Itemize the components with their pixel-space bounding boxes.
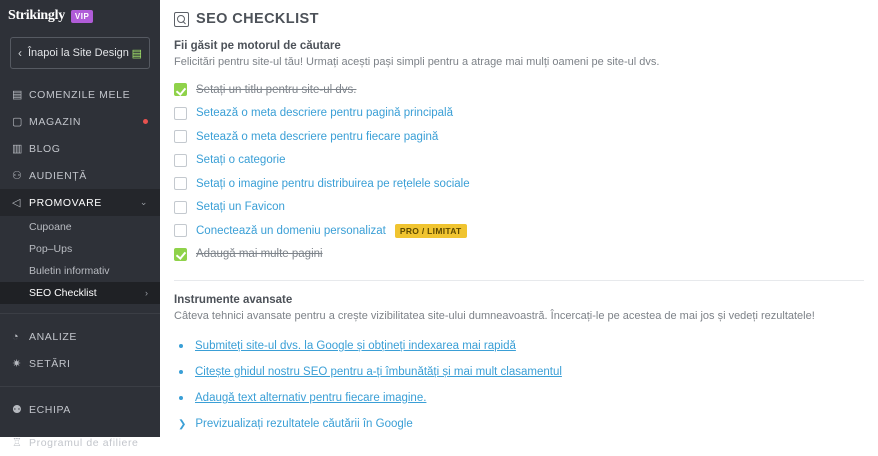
chevron-left-icon: ‹: [18, 46, 22, 60]
checklist-item-label[interactable]: Conectează un domeniu personalizat: [196, 224, 386, 237]
sidebar-item-echipa[interactable]: [0, 396, 160, 423]
checkbox-checked-icon[interactable]: [174, 248, 187, 261]
sidebar-item-label: MAGAZIN: [29, 115, 82, 128]
basic-section-subheading: Felicitări pentru site-ul tău! Urmați acești pași simpli pentru a atrage mai mulți oameni pe site-ul dvs.: [174, 56, 660, 68]
sidebar-item-label: ANALIZE: [29, 330, 77, 343]
back-to-site-design-button[interactable]: [10, 37, 150, 69]
sidebar-item-label: Programul de afiliere: [29, 436, 139, 449]
store-icon: ▢: [12, 116, 23, 128]
logo-text: Strikingly: [8, 8, 65, 23]
sidebar-item-label: SEO Checklist: [29, 287, 97, 299]
advanced-item-link[interactable]: Adaugă text alternativ pentru fiecare imagine.: [195, 392, 427, 404]
sidebar: [0, 0, 160, 449]
section-divider: [174, 280, 864, 281]
checkbox-icon[interactable]: [174, 107, 187, 120]
chevron-right-icon: ›: [145, 288, 148, 298]
sidebar-item-setari[interactable]: [0, 350, 160, 377]
sidebar-item-label: ECHIPA: [29, 403, 71, 416]
sidebar-item-label: SETĂRI: [29, 357, 71, 370]
sidebar-divider: [0, 386, 160, 387]
checklist-item[interactable]: [174, 102, 864, 126]
chevron-right-icon: ❯: [178, 418, 187, 430]
seo-search-icon: [174, 12, 189, 27]
advanced-list-item[interactable]: [174, 359, 864, 385]
checkbox-icon[interactable]: [174, 130, 187, 143]
sidebar-item-label: Cupoane: [29, 221, 72, 233]
advanced-item-link[interactable]: Citește ghidul nostru SEO pentru a-ți îmbunătăți și mai mult clasamentul: [195, 366, 562, 378]
sidebar-item-label: Pop–Ups: [29, 243, 73, 255]
sidebar-divider: [0, 313, 160, 314]
sidebar-item-cupoane[interactable]: [0, 216, 160, 238]
blog-icon: ▥: [12, 143, 23, 155]
brand-logo[interactable]: [0, 3, 160, 29]
bullet-icon: [179, 396, 183, 400]
checklist-item-label[interactable]: Setați o imagine pentru distribuirea pe rețelele sociale: [196, 177, 470, 190]
checklist-item[interactable]: [174, 78, 864, 102]
bullet-icon: [179, 370, 183, 374]
advanced-section-heading: Instrumente avansate: [174, 294, 293, 306]
advanced-list-item[interactable]: [174, 411, 864, 437]
checkbox-icon[interactable]: [174, 177, 187, 190]
checklist-item[interactable]: [174, 149, 864, 173]
gear-icon: ✷: [12, 358, 22, 370]
back-button-label: Înapoi la Site Design: [28, 47, 129, 59]
sidebar-item-label: Buletin informativ: [29, 265, 110, 277]
document-icon: ▤: [131, 47, 142, 60]
sidebar-nav: [0, 81, 160, 456]
megaphone-icon: ◁: [12, 197, 22, 209]
sidebar-item-seo-checklist[interactable]: [0, 282, 160, 304]
checklist-item-label[interactable]: Adaugă mai multe pagini: [196, 248, 323, 261]
chevron-down-icon: ⌄: [139, 197, 148, 207]
cart-icon: ▤: [12, 89, 23, 101]
sidebar-item-programul-de-afiliere[interactable]: [0, 429, 160, 456]
clock-icon: ◔: [12, 330, 20, 343]
main-content: [160, 0, 878, 437]
checklist-item-label[interactable]: Setează o meta descriere pentru fiecare pagină: [196, 130, 439, 143]
sidebar-item-label: COMENZILE MELE: [29, 88, 131, 101]
checkbox-checked-icon[interactable]: [174, 83, 187, 96]
sidebar-item-blog[interactable]: [0, 135, 160, 162]
sidebar-item-analize[interactable]: [0, 323, 160, 350]
advanced-list-item[interactable]: [174, 385, 864, 411]
checkbox-icon[interactable]: [174, 154, 187, 167]
people-icon: ⚇: [12, 170, 23, 182]
sidebar-item-label: PROMOVARE: [29, 196, 102, 209]
advanced-item-link[interactable]: Previzualizați rezultatele căutării în Google: [195, 418, 413, 430]
trophy-icon: ♖: [12, 437, 23, 449]
status-badge: PRO / LIMITAT: [395, 224, 467, 238]
vip-badge: VIP: [71, 10, 93, 23]
basic-section-heading: Fii găsit pe motorul de căutare: [174, 40, 341, 52]
sidebar-item-audienta[interactable]: [0, 162, 160, 189]
page-title: SEO CHECKLIST: [196, 11, 319, 27]
sidebar-item-magazin[interactable]: [0, 108, 160, 135]
checklist-item-label[interactable]: Setați o categorie: [196, 154, 286, 167]
checklist-item[interactable]: [174, 172, 864, 196]
checkbox-icon[interactable]: [174, 224, 187, 237]
notification-dot: [143, 119, 148, 124]
checkbox-icon[interactable]: [174, 201, 187, 214]
checklist-item-label[interactable]: Setează o meta descriere pentru pagină principală: [196, 107, 453, 120]
page-title-row: [174, 11, 864, 27]
advanced-list-item[interactable]: [174, 333, 864, 359]
advanced-item-link[interactable]: Submiteți site-ul dvs. la Google și obțineți indexarea mai rapidă: [195, 340, 516, 352]
checklist-item[interactable]: [174, 196, 864, 220]
sidebar-item-label: BLOG: [29, 142, 61, 155]
sidebar-item-comenzile-mele[interactable]: [0, 81, 160, 108]
advanced-section-subheading: Câteva tehnici avansate pentru a crește vizibilitatea site-ului dumneavoastră. Încercați-le pe acestea de mai jos și vedeți rezultatele!: [174, 310, 815, 322]
bullet-icon: [179, 344, 183, 348]
sidebar-item-promovare[interactable]: [0, 189, 160, 216]
checklist-item-label[interactable]: Setați un titlu pentru site-ul dvs.: [196, 83, 357, 96]
sidebar-item-buletin-informativ[interactable]: [0, 260, 160, 282]
checklist-item[interactable]: [174, 243, 864, 267]
sidebar-item-label: AUDIENȚĂ: [29, 169, 87, 182]
sidebar-item-pop-ups[interactable]: [0, 238, 160, 260]
checklist-item-label[interactable]: Setați un Favicon: [196, 201, 285, 214]
checklist-item[interactable]: [174, 219, 864, 243]
seo-checklist: [174, 78, 864, 266]
team-icon: ⚉: [12, 404, 23, 416]
checklist-item[interactable]: [174, 125, 864, 149]
advanced-tools-list: [174, 333, 864, 437]
